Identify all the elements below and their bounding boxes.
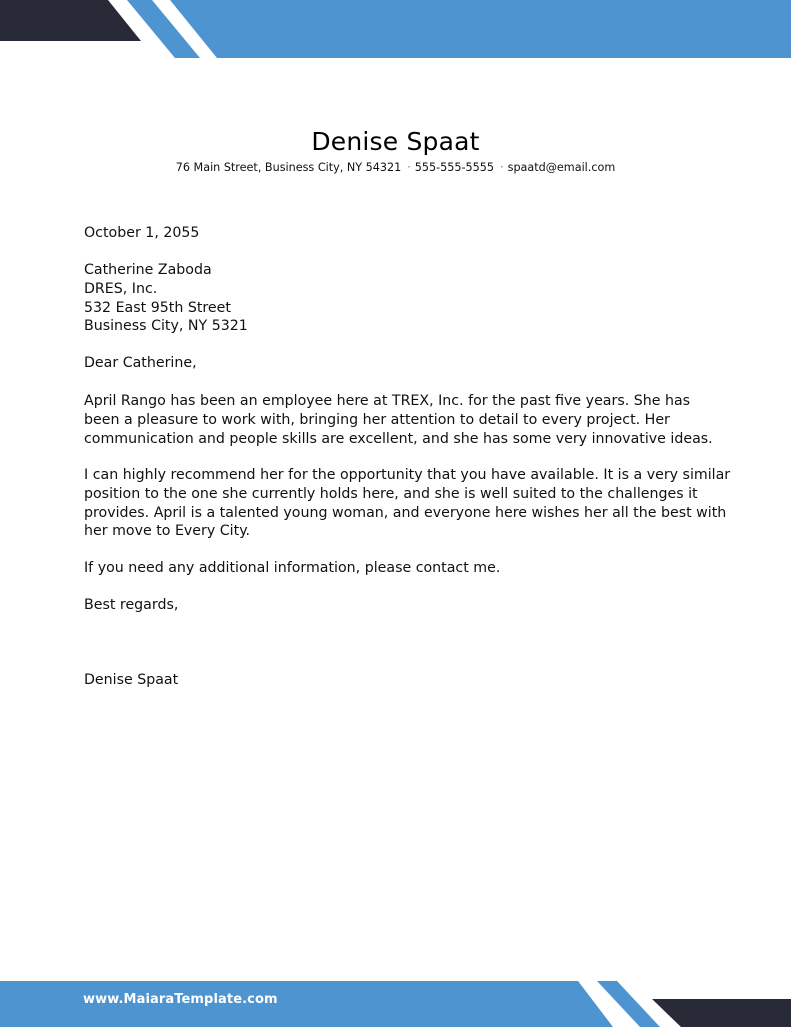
recipient-block: [84, 261, 724, 336]
closing: Best regards,: [84, 597, 179, 613]
paragraph-1: April Rango has been an employee here at TREX, Inc. for the past five years. She has been a pleasure to work with, bringing her attention to detail to every project. Her communication and people skills are excellent, and she has some very innovative ideas.: [84, 393, 713, 447]
sender-email[interactable]: spaatd@email.com: [507, 161, 616, 174]
signature-name: Denise Spaat: [84, 672, 179, 688]
header-banner-decoration: [0, 0, 791, 60]
paragraph-3: If you need any additional information, please contact me.: [84, 560, 501, 576]
dark-footer-corner: [652, 999, 791, 1027]
sender-address: 76 Main Street, Business City, NY 54321: [175, 161, 402, 174]
sender-name-heading: Denise Spaat: [311, 127, 480, 156]
blue-banner-shape: [170, 0, 791, 58]
recipient-name: Catherine Zaboda: [84, 262, 212, 278]
paragraph-2: I can highly recommend her for the opportunity that you have available. It is a very similar position to the one she currently holds here, and she is well suited to the challenges it provides. April is a talented young woman, and everyone here wishes her all the best with her move to Every City.: [84, 467, 731, 540]
recipient-street: 532 East 95th Street: [84, 299, 231, 316]
separator-dot: ·: [407, 161, 411, 174]
dark-corner-shape: [0, 0, 141, 41]
letter-date: October 1, 2055: [84, 225, 200, 241]
recipient-city: Business City, NY 5321: [84, 318, 248, 335]
sender-contact-line: [0, 161, 791, 174]
separator-dot: ·: [500, 161, 504, 174]
recipient-company: DRES, Inc.: [84, 280, 158, 297]
sender-phone: 555-555-5555: [414, 161, 495, 174]
salutation: Dear Catherine,: [84, 355, 197, 371]
footer-website-link[interactable]: www.MaiaraTemplate.com: [83, 992, 278, 1007]
